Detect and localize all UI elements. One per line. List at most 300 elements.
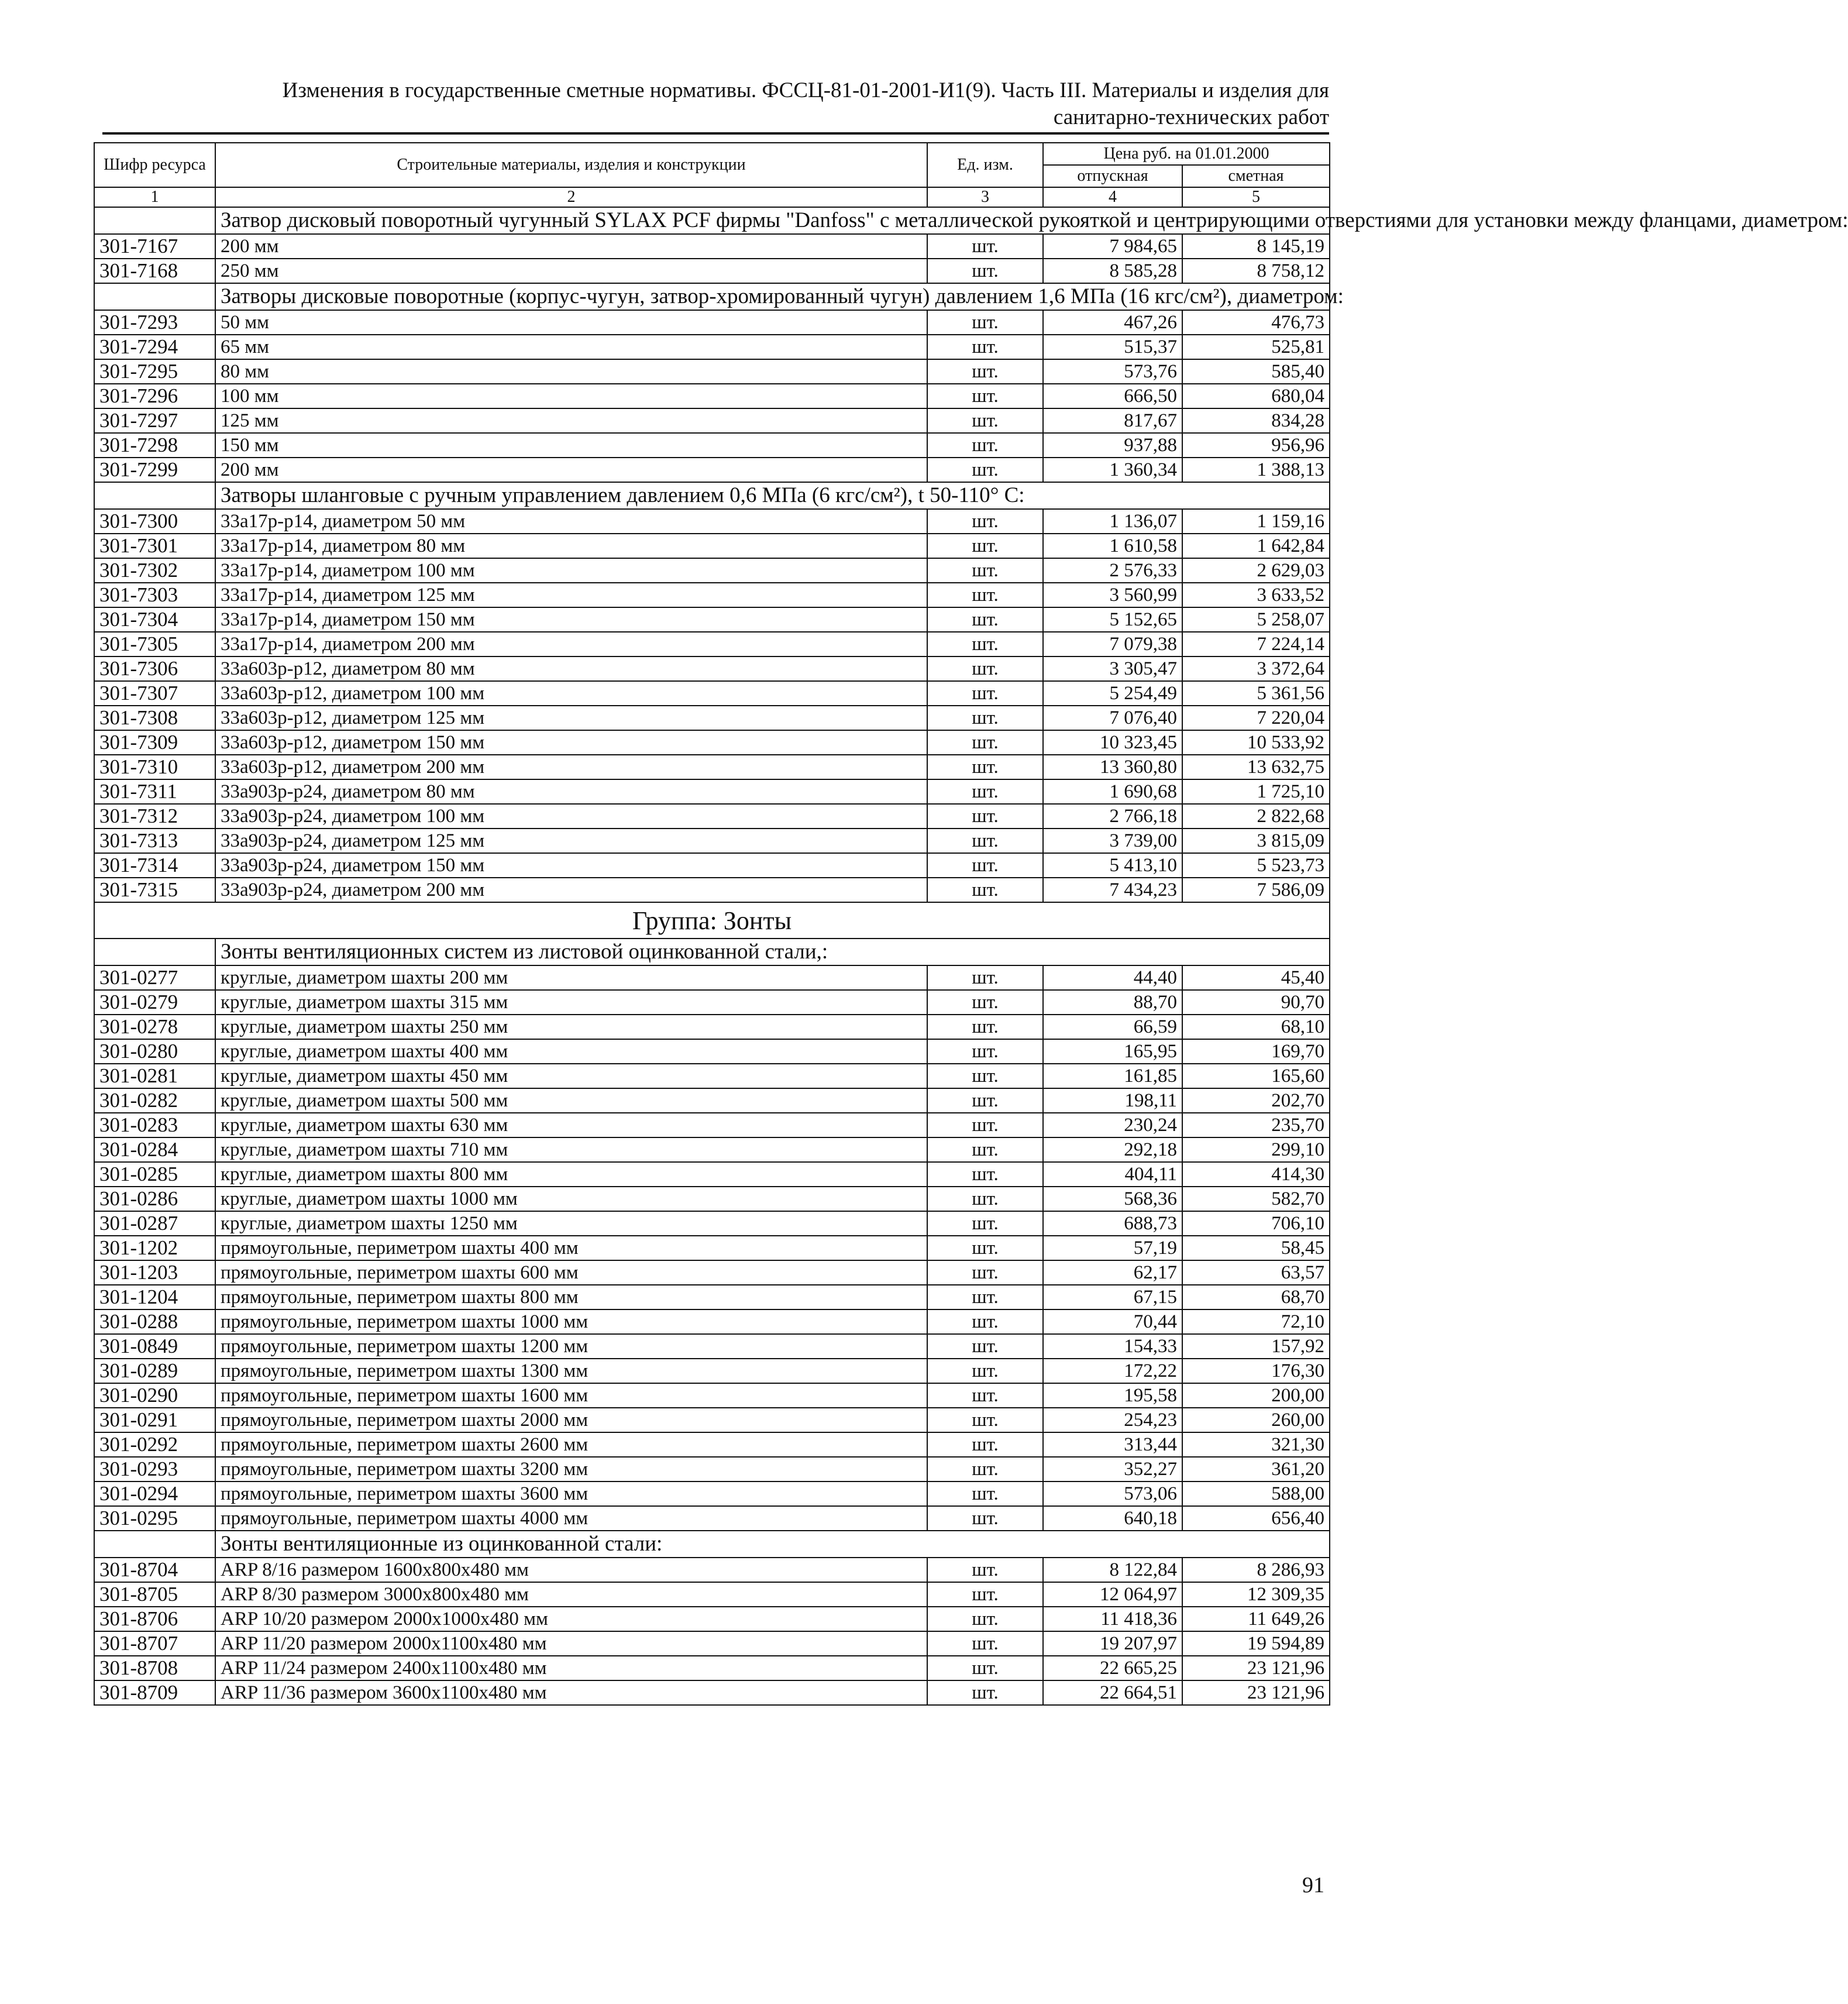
release-price: 640,18 [1043, 1506, 1182, 1531]
release-price: 352,27 [1043, 1457, 1182, 1481]
unit-of-measure: шт. [927, 558, 1043, 583]
table-row [94, 1383, 1330, 1408]
item-name: 33а903р-р24, диаметром 100 мм [215, 804, 927, 829]
resource-code: 301-0294 [94, 1481, 215, 1506]
item-name: прямоугольные, периметром шахты 1600 мм [215, 1383, 927, 1408]
resource-code: 301-0285 [94, 1162, 215, 1187]
table-row [94, 730, 1330, 755]
resource-code: 301-7311 [94, 779, 215, 804]
resource-code: 301-0287 [94, 1211, 215, 1236]
resource-code: 301-0281 [94, 1064, 215, 1088]
estimate-price: 299,10 [1182, 1137, 1330, 1162]
resource-code: 301-7314 [94, 853, 215, 878]
item-name: прямоугольные, периметром шахты 4000 мм [215, 1506, 927, 1531]
estimate-price: 19 594,89 [1182, 1631, 1330, 1656]
item-name: прямоугольные, периметром шахты 1300 мм [215, 1359, 927, 1383]
estimate-price: 1 159,16 [1182, 509, 1330, 534]
release-price: 467,26 [1043, 310, 1182, 335]
table-row [94, 1039, 1330, 1064]
table-row [94, 509, 1330, 534]
unit-of-measure: шт. [927, 706, 1043, 730]
estimate-price: 414,30 [1182, 1162, 1330, 1187]
item-name: круглые, диаметром шахты 200 мм [215, 965, 927, 990]
estimate-price: 10 533,92 [1182, 730, 1330, 755]
table-row [94, 1309, 1330, 1334]
release-price: 22 664,51 [1043, 1680, 1182, 1705]
release-price: 154,33 [1043, 1334, 1182, 1359]
section-title: Затворы дисковые поворотные (корпус-чугун, затвор-хромированный чугун) давлением 1,6 МПа (16 кгс/см²), диаметром: [215, 283, 1330, 310]
item-name: круглые, диаметром шахты 400 мм [215, 1039, 927, 1064]
unit-of-measure: шт. [927, 1408, 1043, 1432]
release-price: 88,70 [1043, 990, 1182, 1015]
unit-of-measure: шт. [927, 829, 1043, 853]
release-price: 688,73 [1043, 1211, 1182, 1236]
unit-of-measure: шт. [927, 755, 1043, 779]
release-price: 937,88 [1043, 433, 1182, 458]
section-code-cell [94, 283, 215, 310]
table-row [94, 607, 1330, 632]
table-row [94, 1113, 1330, 1137]
release-price: 3 560,99 [1043, 583, 1182, 607]
estimate-price: 45,40 [1182, 965, 1330, 990]
unit-of-measure: шт. [927, 1607, 1043, 1631]
table-row [94, 965, 1330, 990]
item-name: прямоугольные, периметром шахты 800 мм [215, 1285, 927, 1309]
item-name: 33а603р-р12, диаметром 150 мм [215, 730, 927, 755]
item-name: круглые, диаметром шахты 1250 мм [215, 1211, 927, 1236]
item-name: круглые, диаметром шахты 1000 мм [215, 1187, 927, 1211]
resource-code: 301-0290 [94, 1383, 215, 1408]
item-name: круглые, диаметром шахты 500 мм [215, 1088, 927, 1113]
item-name: прямоугольные, периметром шахты 400 мм [215, 1236, 927, 1260]
table-row [94, 1187, 1330, 1211]
col-number: 4 [1043, 187, 1182, 207]
table-row [94, 632, 1330, 656]
estimate-price: 8 758,12 [1182, 259, 1330, 283]
estimate-price: 176,30 [1182, 1359, 1330, 1383]
section-code-cell [94, 1531, 215, 1558]
estimate-price: 2 629,03 [1182, 558, 1330, 583]
table-row [94, 1260, 1330, 1285]
section-heading-row [94, 283, 1330, 310]
unit-of-measure: шт. [927, 1432, 1043, 1457]
header-line-1: Изменения в государственные сметные нормативы. ФССЦ-81-01-2001-И1(9). Часть III. Материалы и изделия для [282, 78, 1329, 102]
release-price: 195,58 [1043, 1383, 1182, 1408]
unit-of-measure: шт. [927, 1088, 1043, 1113]
table-row [94, 1359, 1330, 1383]
col-number: 2 [215, 187, 927, 207]
resource-code: 301-1203 [94, 1260, 215, 1285]
unit-of-measure: шт. [927, 1137, 1043, 1162]
release-price: 1 360,34 [1043, 458, 1182, 482]
estimate-price: 2 822,68 [1182, 804, 1330, 829]
resource-code: 301-0283 [94, 1113, 215, 1137]
unit-of-measure: шт. [927, 1558, 1043, 1582]
table-row [94, 755, 1330, 779]
release-price: 8 122,84 [1043, 1558, 1182, 1582]
resource-code: 301-7305 [94, 632, 215, 656]
unit-of-measure: шт. [927, 509, 1043, 534]
unit-of-measure: шт. [927, 1260, 1043, 1285]
release-price: 7 984,65 [1043, 234, 1182, 259]
release-price: 573,06 [1043, 1481, 1182, 1506]
unit-of-measure: шт. [927, 730, 1043, 755]
resource-code: 301-7301 [94, 534, 215, 558]
item-name: прямоугольные, периметром шахты 1000 мм [215, 1309, 927, 1334]
estimate-price: 7 586,09 [1182, 878, 1330, 902]
estimate-price: 11 649,26 [1182, 1607, 1330, 1631]
estimate-price: 1 642,84 [1182, 534, 1330, 558]
unit-of-measure: шт. [927, 1334, 1043, 1359]
estimate-price: 260,00 [1182, 1408, 1330, 1432]
item-name: 250 мм [215, 259, 927, 283]
release-price: 19 207,97 [1043, 1631, 1182, 1656]
section-code-cell [94, 939, 215, 965]
item-name: ARP 11/24 размером 2400x1100x480 мм [215, 1656, 927, 1680]
resource-code: 301-0282 [94, 1088, 215, 1113]
header-rule [102, 132, 1329, 135]
release-price: 515,37 [1043, 335, 1182, 359]
col-header-release: отпускная [1043, 165, 1182, 187]
estimate-price: 68,70 [1182, 1285, 1330, 1309]
resource-code: 301-7168 [94, 259, 215, 283]
col-header-price: Цена руб. на 01.01.2000 [1043, 143, 1330, 165]
resource-code: 301-0289 [94, 1359, 215, 1383]
release-price: 70,44 [1043, 1309, 1182, 1334]
unit-of-measure: шт. [927, 1506, 1043, 1531]
release-price: 66,59 [1043, 1015, 1182, 1039]
item-name: 65 мм [215, 335, 927, 359]
release-price: 172,22 [1043, 1359, 1182, 1383]
section-title: Зонты вентиляционных систем из листовой оцинкованной стали,: [215, 939, 1330, 965]
table-row [94, 259, 1330, 283]
estimate-price: 63,57 [1182, 1260, 1330, 1285]
table-row [94, 384, 1330, 408]
table-row [94, 234, 1330, 259]
table-row [94, 1656, 1330, 1680]
resource-code: 301-0292 [94, 1432, 215, 1457]
item-name: ARP 8/16 размером 1600x800x480 мм [215, 1558, 927, 1582]
estimate-price: 169,70 [1182, 1039, 1330, 1064]
unit-of-measure: шт. [927, 1064, 1043, 1088]
item-name: 33а903р-р24, диаметром 200 мм [215, 878, 927, 902]
resource-code: 301-0295 [94, 1506, 215, 1531]
unit-of-measure: шт. [927, 458, 1043, 482]
release-price: 1 690,68 [1043, 779, 1182, 804]
estimate-price: 5 361,56 [1182, 681, 1330, 706]
estimate-price: 5 258,07 [1182, 607, 1330, 632]
col-number: 1 [94, 187, 215, 207]
resource-code: 301-7302 [94, 558, 215, 583]
item-name: 33а17р-р14, диаметром 50 мм [215, 509, 927, 534]
resource-code: 301-1204 [94, 1285, 215, 1309]
resource-code: 301-0280 [94, 1039, 215, 1064]
resource-code: 301-0278 [94, 1015, 215, 1039]
item-name: прямоугольные, периметром шахты 2000 мм [215, 1408, 927, 1432]
table-row [94, 1432, 1330, 1457]
release-price: 62,17 [1043, 1260, 1182, 1285]
unit-of-measure: шт. [927, 656, 1043, 681]
table-row [94, 779, 1330, 804]
section-code-cell [94, 482, 215, 509]
item-name: 33а903р-р24, диаметром 150 мм [215, 853, 927, 878]
section-heading-row [94, 1531, 1330, 1558]
estimate-price: 361,20 [1182, 1457, 1330, 1481]
resource-code: 301-7298 [94, 433, 215, 458]
item-name: прямоугольные, периметром шахты 1200 мм [215, 1334, 927, 1359]
item-name: прямоугольные, периметром шахты 600 мм [215, 1260, 927, 1285]
item-name: прямоугольные, периметром шахты 3600 мм [215, 1481, 927, 1506]
estimate-price: 585,40 [1182, 359, 1330, 384]
estimate-price: 656,40 [1182, 1506, 1330, 1531]
resource-code: 301-0288 [94, 1309, 215, 1334]
estimate-price: 90,70 [1182, 990, 1330, 1015]
table-row [94, 1506, 1330, 1531]
item-name: 100 мм [215, 384, 927, 408]
item-name: 33а603р-р12, диаметром 80 мм [215, 656, 927, 681]
release-price: 165,95 [1043, 1039, 1182, 1064]
table-row [94, 1162, 1330, 1187]
estimate-price: 321,30 [1182, 1432, 1330, 1457]
estimate-price: 8 145,19 [1182, 234, 1330, 259]
unit-of-measure: шт. [927, 804, 1043, 829]
table-row [94, 829, 1330, 853]
estimate-price: 3 372,64 [1182, 656, 1330, 681]
col-number: 3 [927, 187, 1043, 207]
section-heading-row [94, 939, 1330, 965]
unit-of-measure: шт. [927, 1309, 1043, 1334]
item-name: круглые, диаметром шахты 710 мм [215, 1137, 927, 1162]
item-name: 33а603р-р12, диаметром 125 мм [215, 706, 927, 730]
page-header [94, 77, 1329, 131]
section-title: Затворы шланговые с ручным управлением давлением 0,6 МПа (6 кгс/см²), t 50-110° С: [215, 482, 1330, 509]
table-row [94, 681, 1330, 706]
item-name: 33а17р-р14, диаметром 125 мм [215, 583, 927, 607]
unit-of-measure: шт. [927, 408, 1043, 433]
unit-of-measure: шт. [927, 1285, 1043, 1309]
table-row [94, 706, 1330, 730]
unit-of-measure: шт. [927, 534, 1043, 558]
item-name: 33а17р-р14, диаметром 80 мм [215, 534, 927, 558]
estimate-price: 23 121,96 [1182, 1656, 1330, 1680]
table-row [94, 804, 1330, 829]
unit-of-measure: шт. [927, 607, 1043, 632]
resource-code: 301-7297 [94, 408, 215, 433]
release-price: 2 576,33 [1043, 558, 1182, 583]
release-price: 2 766,18 [1043, 804, 1182, 829]
col-header-unit: Ед. изм. [927, 143, 1043, 187]
estimate-price: 235,70 [1182, 1113, 1330, 1137]
table-row [94, 1457, 1330, 1481]
resource-code: 301-7303 [94, 583, 215, 607]
table-row [94, 878, 1330, 902]
unit-of-measure: шт. [927, 1457, 1043, 1481]
release-price: 817,67 [1043, 408, 1182, 433]
unit-of-measure: шт. [927, 1187, 1043, 1211]
estimate-price: 3 633,52 [1182, 583, 1330, 607]
item-name: круглые, диаметром шахты 800 мм [215, 1162, 927, 1187]
resource-code: 301-7308 [94, 706, 215, 730]
resource-code: 301-0293 [94, 1457, 215, 1481]
release-price: 292,18 [1043, 1137, 1182, 1162]
section-heading-row [94, 482, 1330, 509]
item-name: 33а17р-р14, диаметром 150 мм [215, 607, 927, 632]
unit-of-measure: шт. [927, 259, 1043, 283]
resource-code: 301-7300 [94, 509, 215, 534]
table-row [94, 359, 1330, 384]
item-name: 33а17р-р14, диаметром 200 мм [215, 632, 927, 656]
estimate-price: 8 286,93 [1182, 1558, 1330, 1582]
unit-of-measure: шт. [927, 853, 1043, 878]
group-heading-row [94, 902, 1330, 939]
table-row [94, 1015, 1330, 1039]
table-row [94, 1137, 1330, 1162]
release-price: 198,11 [1043, 1088, 1182, 1113]
unit-of-measure: шт. [927, 1481, 1043, 1506]
section-title: Зонты вентиляционные из оцинкованной стали: [215, 1531, 1330, 1558]
item-name: 80 мм [215, 359, 927, 384]
unit-of-measure: шт. [927, 1211, 1043, 1236]
unit-of-measure: шт. [927, 1359, 1043, 1383]
resource-code: 301-8707 [94, 1631, 215, 1656]
item-name: круглые, диаметром шахты 630 мм [215, 1113, 927, 1137]
item-name: 200 мм [215, 234, 927, 259]
item-name: круглые, диаметром шахты 250 мм [215, 1015, 927, 1039]
release-price: 230,24 [1043, 1113, 1182, 1137]
item-name: 50 мм [215, 310, 927, 335]
resource-code: 301-7304 [94, 607, 215, 632]
estimate-price: 200,00 [1182, 1383, 1330, 1408]
table-row [94, 534, 1330, 558]
release-price: 1 610,58 [1043, 534, 1182, 558]
table-row [94, 990, 1330, 1015]
estimate-price: 68,10 [1182, 1015, 1330, 1039]
unit-of-measure: шт. [927, 965, 1043, 990]
item-name: круглые, диаметром шахты 315 мм [215, 990, 927, 1015]
table-row [94, 1481, 1330, 1506]
table-row [94, 853, 1330, 878]
unit-of-measure: шт. [927, 878, 1043, 902]
resource-code: 301-7309 [94, 730, 215, 755]
resource-code: 301-1202 [94, 1236, 215, 1260]
table-row [94, 1064, 1330, 1088]
item-name: 33а603р-р12, диаметром 100 мм [215, 681, 927, 706]
estimate-price: 23 121,96 [1182, 1680, 1330, 1705]
release-price: 10 323,45 [1043, 730, 1182, 755]
item-name: круглые, диаметром шахты 450 мм [215, 1064, 927, 1088]
release-price: 7 079,38 [1043, 632, 1182, 656]
estimate-price: 7 220,04 [1182, 706, 1330, 730]
table-row [94, 1334, 1330, 1359]
resource-code: 301-7294 [94, 335, 215, 359]
estimate-price: 1 725,10 [1182, 779, 1330, 804]
unit-of-measure: шт. [927, 583, 1043, 607]
table-row [94, 335, 1330, 359]
resource-code: 301-7299 [94, 458, 215, 482]
table-row [94, 433, 1330, 458]
release-price: 3 305,47 [1043, 656, 1182, 681]
item-name: 200 мм [215, 458, 927, 482]
resource-code: 301-0291 [94, 1408, 215, 1432]
section-heading-row [94, 207, 1330, 234]
unit-of-measure: шт. [927, 1015, 1043, 1039]
resource-code: 301-7315 [94, 878, 215, 902]
item-name: ARP 8/30 размером 3000x800x480 мм [215, 1582, 927, 1607]
release-price: 57,19 [1043, 1236, 1182, 1260]
release-price: 44,40 [1043, 965, 1182, 990]
estimate-price: 956,96 [1182, 433, 1330, 458]
section-title: Затвор дисковый поворотный чугунный SYLAX PCF фирмы "Danfoss" с металлической рукояткой и центрирующими отверстиями для установки между фланцами, диаметром: [215, 207, 1330, 234]
item-name: ARP 11/20 размером 2000x1100x480 мм [215, 1631, 927, 1656]
item-name: ARP 11/36 размером 3600x1100x480 мм [215, 1680, 927, 1705]
item-name: прямоугольные, периметром шахты 2600 мм [215, 1432, 927, 1457]
resource-code: 301-0279 [94, 990, 215, 1015]
unit-of-measure: шт. [927, 632, 1043, 656]
unit-of-measure: шт. [927, 433, 1043, 458]
unit-of-measure: шт. [927, 384, 1043, 408]
release-price: 568,36 [1043, 1187, 1182, 1211]
resource-code: 301-7312 [94, 804, 215, 829]
table-row [94, 1631, 1330, 1656]
release-price: 7 076,40 [1043, 706, 1182, 730]
estimate-price: 476,73 [1182, 310, 1330, 335]
resource-code: 301-8705 [94, 1582, 215, 1607]
release-price: 161,85 [1043, 1064, 1182, 1088]
release-price: 666,50 [1043, 384, 1182, 408]
table-row [94, 1088, 1330, 1113]
item-name: 150 мм [215, 433, 927, 458]
table-header-row [94, 143, 1330, 165]
resource-code: 301-8708 [94, 1656, 215, 1680]
unit-of-measure: шт. [927, 1383, 1043, 1408]
release-price: 573,76 [1043, 359, 1182, 384]
unit-of-measure: шт. [927, 1582, 1043, 1607]
release-price: 22 665,25 [1043, 1656, 1182, 1680]
estimate-price: 12 309,35 [1182, 1582, 1330, 1607]
table-row [94, 1680, 1330, 1705]
table-row [94, 1558, 1330, 1582]
release-price: 7 434,23 [1043, 878, 1182, 902]
section-code-cell [94, 207, 215, 234]
estimate-price: 72,10 [1182, 1309, 1330, 1334]
release-price: 11 418,36 [1043, 1607, 1182, 1631]
estimate-price: 3 815,09 [1182, 829, 1330, 853]
estimate-price: 680,04 [1182, 384, 1330, 408]
release-price: 254,23 [1043, 1408, 1182, 1432]
unit-of-measure: шт. [927, 1236, 1043, 1260]
unit-of-measure: шт. [927, 310, 1043, 335]
header-line-2: санитарно-технических работ [1053, 105, 1329, 129]
release-price: 1 136,07 [1043, 509, 1182, 534]
resource-code: 301-0849 [94, 1334, 215, 1359]
unit-of-measure: шт. [927, 335, 1043, 359]
table-row [94, 1408, 1330, 1432]
resource-code: 301-7293 [94, 310, 215, 335]
col-header-code: Шифр ресурса [94, 143, 215, 187]
estimate-price: 157,92 [1182, 1334, 1330, 1359]
estimate-price: 1 388,13 [1182, 458, 1330, 482]
resource-code: 301-8706 [94, 1607, 215, 1631]
resource-code: 301-7167 [94, 234, 215, 259]
table-row [94, 310, 1330, 335]
estimate-price: 165,60 [1182, 1064, 1330, 1088]
resource-code: 301-7296 [94, 384, 215, 408]
estimate-price: 525,81 [1182, 335, 1330, 359]
item-name: прямоугольные, периметром шахты 3200 мм [215, 1457, 927, 1481]
release-price: 5 413,10 [1043, 853, 1182, 878]
table-row [94, 1582, 1330, 1607]
release-price: 5 152,65 [1043, 607, 1182, 632]
